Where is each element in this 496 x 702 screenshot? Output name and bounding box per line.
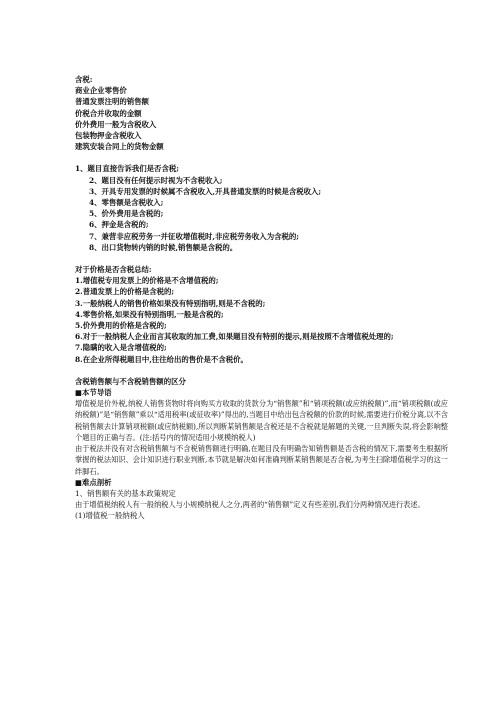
list-item: 2、题目没有任何提示时视为不含税收入; [89,175,223,185]
list-item: 价税合并收取的金额 [75,108,142,118]
subsection-heading-guide: ■本节导语 [75,388,112,398]
list-item: 4.零售价格,如果没有特别指明,一般是含税的; [75,309,224,319]
list-item: 7.隐瞒的收入是含增值税的; [75,343,167,353]
list-item: 包装物押金含税收入 [75,131,142,141]
list-item: 8.在企业所得税题目中,往往给出的售价是不含税价。 [75,354,248,364]
section-price-summary [75,264,448,365]
list-item: 8、出口货物转内销的时候,销售额是含税的。 [89,242,238,252]
list-item: 3.一般纳税人的销售价格如果没有特别指明,则是不含税的; [75,298,266,308]
section-title: 含税销售额与不含税销售额的区分 [75,376,186,386]
list-item: 7、兼营非应税劳务一并征收增值税时,非应税劳务收入为含税的; [89,231,299,241]
paragraph-line: (1)增值税一般纳税人 [75,511,145,521]
list-item: 3、开具专用发票的时候属不含税收入,开具普通发票的时候是含税收入; [89,186,322,196]
list-item: 普通发票注明的销售额 [75,97,149,107]
list-item: 建筑安装合同上的货物金额 [75,142,164,152]
list-item: 6、押金是含税的; [89,220,149,230]
section-title: 1、题目直接告诉我们是否含税; [75,164,179,174]
list-item: 5、价外费用是含税的; [89,209,164,219]
list-item: 1.增值税专用发票上的价格是不含增值税的; [75,276,219,286]
list-item: 6.对于一般纳税人企业而言其收取的加工费,如果题目没有特别的提示,则是按照不含增值税处理的; [75,332,394,342]
list-item: 价外费用一般为含税收入 [75,119,157,129]
subsection-heading-analysis: ■难点剖析 [75,477,112,487]
section-judgement-rules [75,163,448,253]
paragraph: 增值税是价外税,纳税人销售货物时将向购买方收取的货款分为“销售额”和“销项税额(或应纳税额)”,而“销项税额(或应纳税额)”是“销售额”乘以“适用税率(或征收率)”得出的,当题目中给出包含税额的价款的时候,需要进行价税分离,以不含税销售额去计算销项税额(或应纳税额),所以判断某销售额是含税还是不含税就是解题的关键,一旦判断失误,将会影响整个题目的正确与否。(注:括号内的情况适用小规模纳税人) [75,399,448,442]
paragraph: 由于税法并没有对含税销售额与不含税销售额进行明确,在题目没有明确告知销售额是否含税的情况下,需要考生根据所掌握的税法知识、会计知识进行职业判断,本节就是解决如何准确判断某销售额是否含税,为考生扫除增值税学习的这一绊脚石。 [75,444,448,476]
paragraph: 由于增值税纳税人有一般纳税人与小规模纳税人之分,两者的“销售额”定义有些差别,我们分两种情况进行表述。 [75,500,425,510]
section-title: 对于价格是否含税总结: [75,265,152,275]
list-item: 商业企业零售价 [75,86,127,96]
list-item: 2.普通发票上的价格是含税的; [75,287,175,297]
section-tax-included [75,74,448,152]
section-title: 含税: [75,75,93,84]
section-distinction [75,376,448,522]
list-item: 5.价外费用的价格是含税的; [75,321,167,331]
list-item: 4、零售额是含税收入; [89,198,164,208]
paragraph-line: 1、销售额有关的基本政策规定 [75,488,176,498]
